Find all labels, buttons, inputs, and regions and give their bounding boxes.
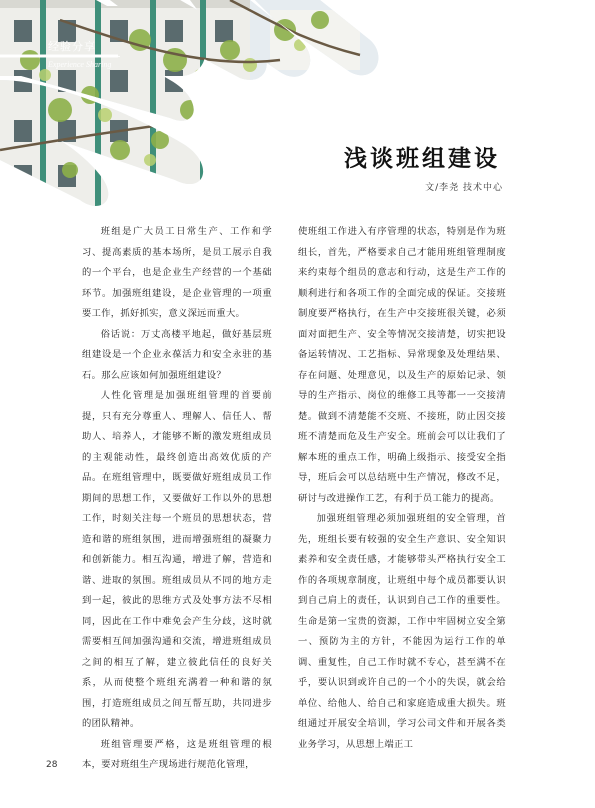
- article-byline: 文/李尧 技术中心: [425, 183, 503, 193]
- section-label-english: Experience Sharing: [48, 60, 112, 69]
- page-number: 28: [46, 760, 58, 770]
- paragraph: 人性化管理是加强班组管理的首要前提，只有充分尊重人、理解人、信任人、帮助人、培养人，才能够不断的激发班组成员的主观能动性，最终创造出高效优质的产品。在班组管理中，既要做好班组成员工作期间的思想工作，又要做好工作以外的思想工作，时刻关注每一个班员的思想状态，营造和谐的班组氛围，进而增强班组的凝聚力和创新能力。相互沟通，增进了解，营造和谐、进取的氛围。班组成员从不同的地方走到一起，彼此的思维方式及处事方法不尽相同，因此在工作中难免会产生分歧，这时就需要相互间加强沟通和交流，增进班组成员之间的相互了解，建立彼此信任的良好关系，从而使整个班组充满着一种和谐的氛围，打造班组成员之间互帮互助，共同进步的团队精神。: [82, 390, 272, 729]
- header-photo: [0, 0, 380, 215]
- paragraph: 班组是广大员工日常生产、工作和学习、提高素质的基本场所，是员工展示自我的一个平台，也是企业生产经营的一个基础环节。加强班组建设，是企业管理的一项重要工作，抓好抓实，意义深远而重大。: [82, 226, 272, 319]
- paragraph: 使班组工作进入有序管理的状态，特别是作为班组长，首先，严格要求自己才能用班组管理制度来约束每个组员的意志和行动，这是生产工作的顺利进行和各项工作的全面完成的保证。交接班制度要严格执行，在生产中交接班很关键，必须面对面把生产、安全等情况交接清楚，切实把设备运转情况、工艺指标、异常现象及处理结果、存在问题、处理意见，以及生产的原始记录、领导的生产指示、岗位的维修工具等都一一交接清楚。做到不清楚能不交班、不接班，防止因交接班不清楚而危及生产安全。班前会可以让我们了解本班的重点工作，明确上级指示、接受安全指导，班后会可以总结班中生产情况，修改不足，研讨与改进操作工艺，有利于员工能力的提高。: [298, 226, 506, 504]
- article-title: 浅谈班组建设: [344, 145, 500, 172]
- left-column: [82, 222, 272, 776]
- paragraph: 班组管理要严格，这是班组管理的根本，要对班组生产现场进行规范化管理，: [82, 738, 272, 770]
- section-divider: [48, 56, 120, 57]
- paragraph: 加强班组管理必须加强班组的安全管理，首先，班组长要有较强的安全生产意识、安全知识素养和安全责任感，才能够带头严格执行安全工作的各项规章制度，让班组中每个成员都要认识到自己肩上的责任，认识到自己工作的重要性。生命是第一宝贵的资源，工作中牢固树立安全第一、预防为主的方针，不能因为运行工作的单调、重复性，自己工作时就不专心，甚至满不在乎，要认识到或许自己的一个小的失误，就会给单位、给他人、给自己和家庭造成重大损失。班组通过开展安全培训，学习公司文件和开展各类业务学习，从思想上端正工: [298, 513, 506, 750]
- section-label: 经验分享: [48, 40, 96, 53]
- paragraph: 俗话说：万丈高楼平地起，做好基层班组建设是一个企业永葆活力和安全永驻的基石。那么应该如何加强班组建设？: [82, 328, 272, 381]
- right-column: [298, 222, 506, 755]
